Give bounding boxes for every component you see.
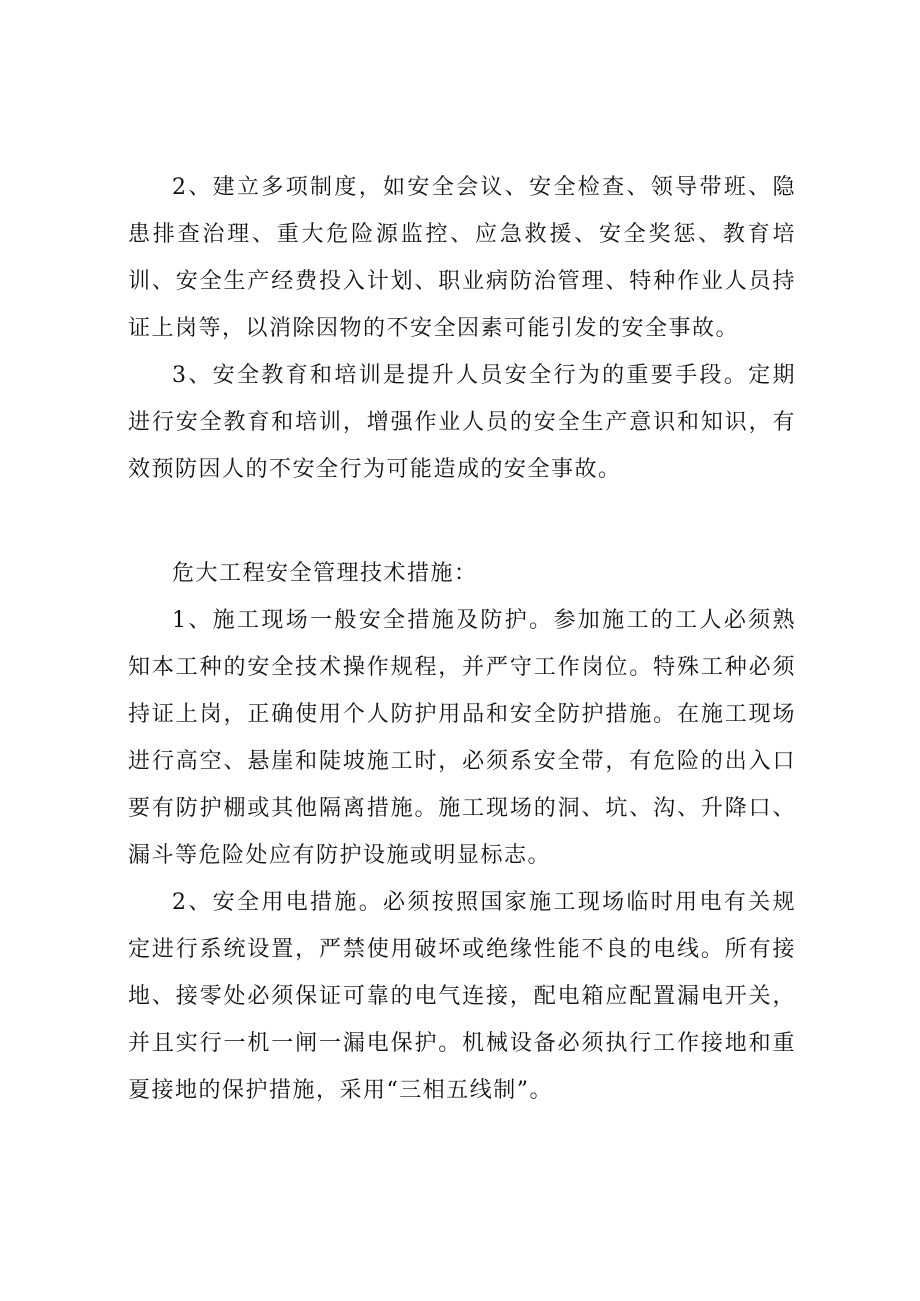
paragraph-safety-training: 3、安全教育和培训是提升人员安全行为的重要手段。定期进行安全教育和培训，增强作业人员的安全生产意识和知识，有效预防因人的不安全行为可能造成的安全事故。 [128,363,796,482]
paragraph-site-protection: 1、施工现场一般安全措施及防护。参加施工的工人必须熟知本工种的安全技术操作规程，并严守工作岗位。特殊工种必须持证上岗，正确使用个人防护用品和安全防护措施。在施工现场进行高空、悬崖和陡坡施工时，必须系安全带，有危险的出入口要有防护棚或其他隔离措施。施工现场的洞、坑、沟、升降口、漏斗等危险处应有防护设施或明显标志。 [128,608,796,868]
paragraph-electrical-safety: 2、安全用电措施。必须按照国家施工现场临时用电有关规定进行系统设置，严禁使用破坏或绝缘性能不良的电线。所有接地、接零处必须保证可靠的电气连接，配电箱应配置漏电开关，并且实行一机一闸一漏电保护。机械设备必须执行工作接地和重夏接地的保护措施，采用“三相五线制”。 [128,890,796,1103]
paragraph-system-rules: 2、建立多项制度，如安全会议、安全检查、领导带班、隐患排查治理、重大危险源监控、应急救援、安全奖惩、教育培训、安全生产经费投入计划、职业病防治管理、特种作业人员持证上岗等，以消除因物的不安全因素可能引发的安全事故。 [128,175,796,341]
section-heading: 危大工程安全管理技术措施： [172,561,478,586]
section-hazardous-works [128,550,796,1114]
section-measures-continued [128,164,796,493]
